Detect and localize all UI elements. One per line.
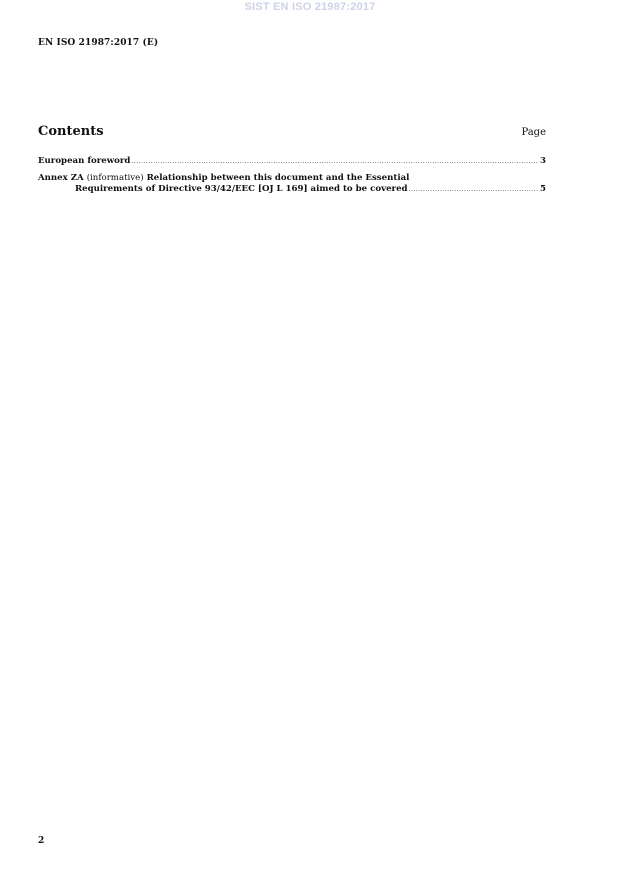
toc-entry-line (38, 173, 546, 184)
page-number: 2 (38, 836, 45, 846)
toc-entry-page: 5 (540, 184, 546, 194)
document-id: EN ISO 21987:2017 (E) (38, 38, 159, 48)
page-column-label: Page (521, 127, 546, 138)
toc-entry-title: European foreword (38, 156, 131, 166)
toc-entry-european-foreword[interactable] (38, 156, 546, 167)
annex-title-line2: Requirements of Directive 93/42/EEC [OJ L 169] aimed to be covered (75, 184, 408, 194)
annex-label: Annex ZA (38, 173, 84, 183)
watermark: SIST EN ISO 21987:2017 (244, 1, 376, 13)
toc-leader-dots (131, 156, 539, 167)
toc-leader-dots (409, 184, 539, 195)
annex-title-line1: Relationship between this document and the Essential (146, 173, 410, 183)
toc-entry-annex-za[interactable] (38, 173, 546, 195)
annex-qualifier: (informative) (86, 173, 144, 183)
toc-entry-page: 3 (540, 156, 546, 166)
contents-heading: Contents (38, 124, 104, 139)
toc-entry-title (38, 173, 409, 184)
table-of-contents (38, 156, 546, 195)
toc-entry-line (38, 184, 546, 195)
